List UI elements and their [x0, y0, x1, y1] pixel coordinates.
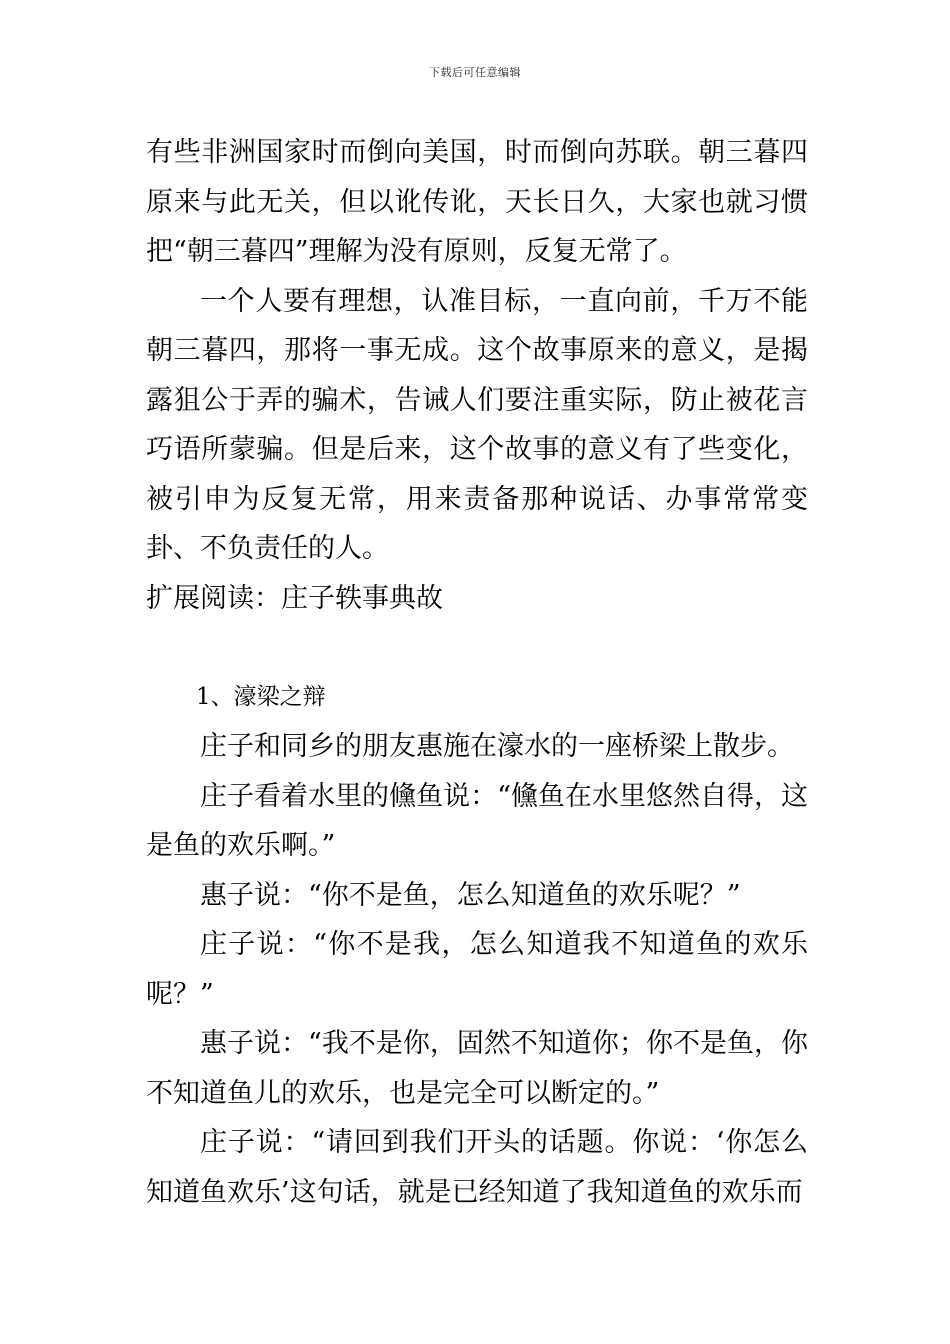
document-body — [146, 128, 808, 1217]
extended-reading-title: 扩展阅读：庄子轶事典故 — [146, 582, 443, 614]
paragraph-3: 庄子和同乡的朋友惠施在濠水的一座桥梁上散步。 — [200, 731, 794, 762]
section-title: 1、濠梁之辩 — [196, 683, 326, 710]
blank-line — [146, 623, 808, 673]
paragraph-5: 惠子说：“你不是鱼，怎么知道鱼的欢乐呢？” — [200, 879, 741, 911]
paragraph-2: 一个人要有理想，认准目标，一直向前，千万不能朝三暮四，那将一事无成。这个故事原来的意义，是揭露狙公于弄的骗术，告诫人们要注重实际，防止被花言巧语所蒙骗。但是后来，这个故事的意义有了些变化，被引申为反复无常，用来责备那种说话、办事常常变卦、不负责任的人。 — [146, 285, 808, 564]
page-header: 下载后可任意编辑 — [429, 66, 521, 79]
paragraph-6: 庄子说：“你不是我，怎么知道我不知道鱼的欢乐呢？” — [146, 929, 808, 1010]
paragraph-4: 庄子看着水里的儵鱼说：“儵鱼在水里悠然自得，这是鱼的欢乐啊。” — [146, 780, 808, 861]
paragraph-8: 庄子说：“请回到我们开头的话题。你说：‘你怎么知道鱼欢乐’这句话，就是已经知道了我知道鱼的欢乐而 — [146, 1127, 808, 1208]
paragraph-1: 有些非洲国家时而倒向美国，时而倒向苏联。朝三暮四原来与此无关，但以讹传讹，天长日久，大家也就习惯把“朝三暮四”理解为没有原则，反复无常了。 — [146, 137, 808, 267]
paragraph-7: 惠子说：“我不是你，固然不知道你；你不是鱼，你不知道鱼儿的欢乐，也是完全可以断定的。” — [146, 1028, 808, 1109]
